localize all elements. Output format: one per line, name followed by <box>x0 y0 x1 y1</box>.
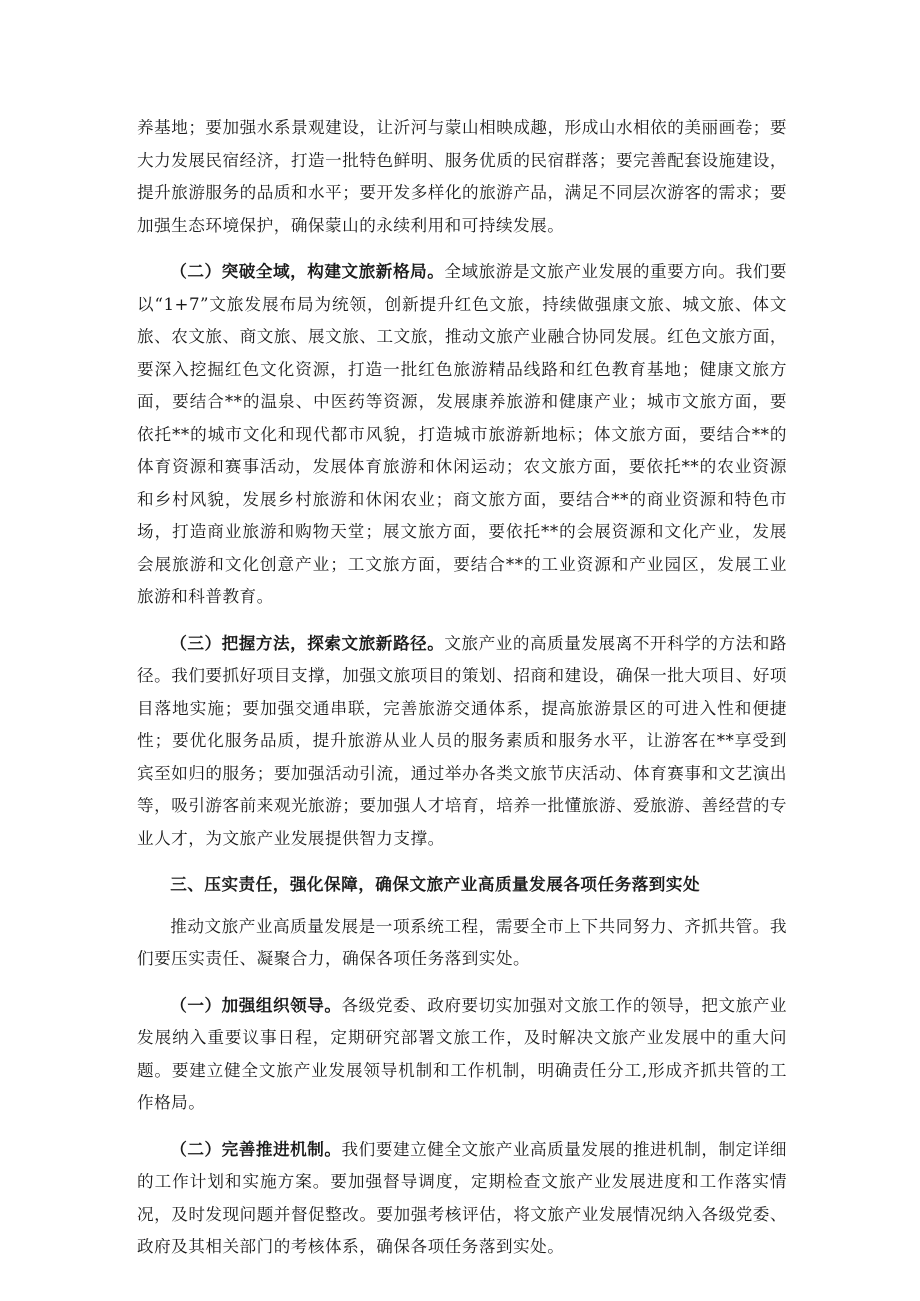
section-body-org: 各级党委、政府要切实加强对文旅工作的领导，把文旅产业发展纳入重要议事日程，定期研究部署文旅工作，及时解决文旅产业发展中的重大问题。要建立健全文旅产业发展领导机制和工作机制，明确责任分工,形成齐抓共管的工作格局。 <box>137 995 788 1112</box>
section-lead-3: （三）把握方法，探索文旅新路径。 <box>170 632 445 653</box>
section-body-3: 文旅产业的高质量发展离不开科学的方法和路径。我们要抓好项目支撑，加强文旅项目的策划、招商和建设，确保一批大项目、好项目落地实施；要加强交通串联，完善旅游交通体系，提高旅游景区的可进入性和便捷性；要优化服务品质，提升旅游从业人员的服务素质和服务水平，让游客在**享受到宾至如归的服务；要加强活动引流，通过举办各类文旅节庆活动、体育赛事和文艺演出等，吸引游客前来观光旅游；要加强人才培育，培养一批懂旅游、爱旅游、善经营的专业人才，为文旅产业发展提供智力支撑。 <box>137 633 787 848</box>
section-body-mechanism: 我们要建立健全文旅产业高质量发展的推进机制，制定详细的工作计划和实施方案。要加强督导调度，定期检查文旅产业发展进度和工作落实情况，及时发现问题并督促整改。要加强考核评估，将文旅产业发展情况纳入各级党委、政府及其相关部门的考核体系，确保各项任务落到实处。 <box>137 1139 788 1256</box>
section-lead-org: （一）加强组织领导。 <box>170 994 342 1015</box>
paragraph-methods-paths <box>137 627 787 856</box>
paragraph-promotion-mechanism <box>137 1133 787 1264</box>
paragraph-quanyu-tourism <box>137 255 787 614</box>
document-page <box>137 112 787 1264</box>
chapter-heading-3: 三、压实责任，强化保障，确保文旅产业高质量发展各项任务落到实处 <box>170 874 701 894</box>
section-lead-mechanism: （二）完善推进机制。 <box>170 1138 342 1159</box>
paragraph-mengshan-measures: 养基地；要加强水系景观建设，让沂河与蒙山相映成趣，形成山水相依的美丽画卷；要大力发展民宿经济，打造一批特色鲜明、服务优质的民宿群落；要完善配套设施建设，提升旅游服务的品质和水平；要开发多样化的旅游产品，满足不同层次游客的需求；要加强生态环境保护，确保蒙山的永续利用和可持续发展。 <box>137 118 787 235</box>
paragraph-chapter-intro: 推动文旅产业高质量发展是一项系统工程，需要全市上下共同努力、齐抓共管。我们要压实责任、凝聚合力，确保各项任务落到实处。 <box>137 916 787 968</box>
section-body-2: 全域旅游是文旅产业发展的重要方向。我们要以“1+7”文旅发展布局为统领，创新提升红色文旅，持续做强康文旅、城文旅、体文旅、农文旅、商文旅、展文旅、工文旅，推动文旅产业融合协同发展。红色文旅方面，要深入挖掘红色文化资源，打造一批红色旅游精品线路和红色教育基地；健康文旅方面，要结合**的温泉、中医药等资源，发展康养旅游和健康产业；城市文旅方面，要依托**的城市文化和现代都市风貌，打造城市旅游新地标；体文旅方面，要结合**的体育资源和赛事活动，发展体育旅游和休闲运动；农文旅方面，要依托**的农业资源和乡村风貌，发展乡村旅游和休闲农业；商文旅方面，要结合**的商业资源和特色市场，打造商业旅游和购物天堂；展文旅方面，要依托**的会展资源和文化产业，发展会展旅游和文化创意产业；工文旅方面，要结合**的工业资源和产业园区，发展工业旅游和科普教育。 <box>137 262 787 606</box>
paragraph-organization-leadership <box>137 989 787 1120</box>
section-lead-2: （二）突破全域，构建文旅新格局。 <box>170 261 445 281</box>
